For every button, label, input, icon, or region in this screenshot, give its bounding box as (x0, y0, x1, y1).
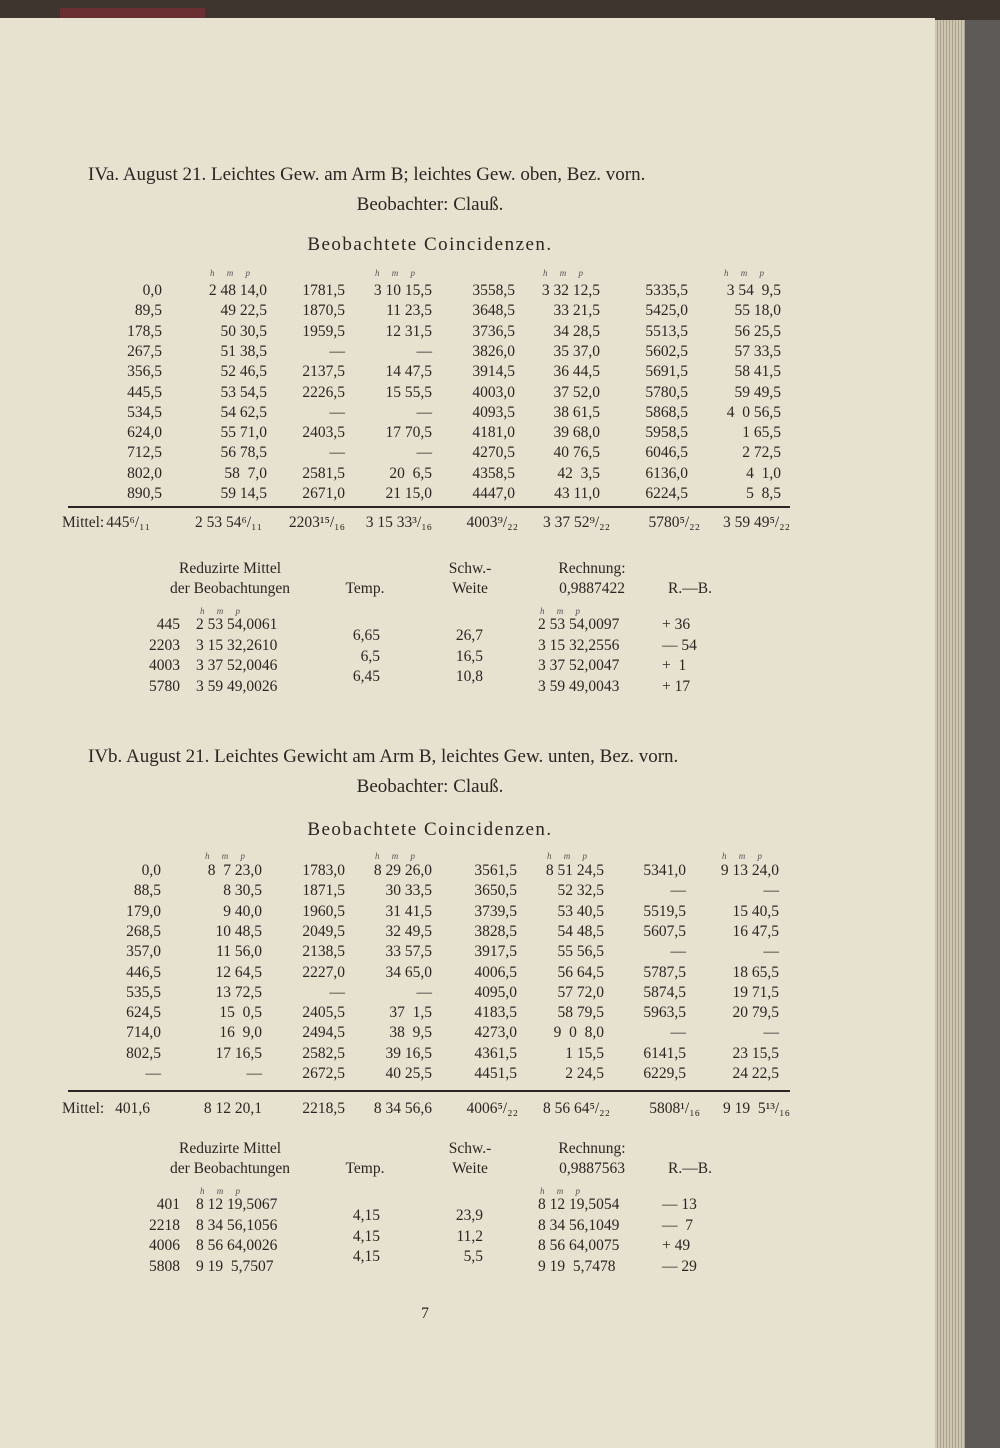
table-cell: 2227,0 (302, 963, 345, 981)
table-cell: 8 30,5 (223, 882, 262, 900)
mean-value: 2218,5 (302, 1100, 345, 1117)
calc-diff: — 29 (662, 1258, 697, 1276)
calc-diff: — 13 (662, 1196, 697, 1213)
table-cell: 14 47,5 (385, 363, 432, 381)
table-cell: 2226,5 (302, 383, 345, 401)
swing-width: 23,9 (455, 1207, 483, 1224)
table-cell: 53 54,5 (220, 383, 267, 401)
table-cell: 5963,5 (643, 1004, 686, 1022)
calc-value: 8 12 19,5054 (538, 1196, 620, 1213)
temperature: 4,15 (352, 1248, 380, 1266)
table-cell: 535,5 (126, 983, 161, 1001)
table-cell: 11 23,5 (386, 302, 432, 320)
table-cell: 445,5 (127, 383, 162, 401)
table-cell: — (763, 943, 779, 961)
table-cell: 4181,0 (472, 424, 515, 442)
table-cell: 15 0,5 (219, 1004, 262, 1022)
reduced-header: der Beobachtungen (169, 580, 291, 597)
swing-width: 26,7 (455, 627, 483, 644)
table-cell: 0,0 (141, 862, 161, 879)
table-cell: 3 54 9,5 (726, 282, 781, 299)
temperature: 4,15 (352, 1227, 380, 1245)
table-cell: 2137,5 (302, 363, 345, 381)
reduced-index: 5780 (149, 678, 180, 696)
table-cell: 3561,5 (474, 862, 517, 879)
table-cell: 8 51 24,5 (545, 862, 604, 879)
table-cell: 49 22,5 (220, 302, 267, 320)
mean-value: 4003⁹/₂₂ (466, 514, 518, 531)
table-cell: 17 70,5 (385, 424, 432, 442)
calc-value: 3 15 32,2556 (538, 636, 620, 654)
table-cell: — (763, 882, 779, 900)
temperature: 6,65 (352, 627, 380, 644)
table-cell: 57 72,0 (557, 983, 604, 1001)
table-cell: 2 72,5 (742, 444, 781, 462)
table-cell: 59 14,5 (220, 485, 267, 502)
table-cell: 5958,5 (645, 424, 688, 442)
table-cell: — (246, 1065, 262, 1082)
mean-label: Mittel: (62, 1100, 105, 1117)
table-rule (68, 1090, 790, 1092)
mean-value: 9 19 5¹³/₁₆ (722, 1100, 790, 1117)
reduced-index: 2218 (149, 1216, 180, 1234)
table-cell: 2403,5 (302, 424, 345, 442)
diff-header: R.—B. (668, 1160, 712, 1177)
table-cell: 36 44,5 (553, 363, 600, 381)
mean-value: 3 15 33³/₁₆ (365, 514, 432, 531)
table-cell: 6046,5 (645, 444, 688, 462)
table-cell: 55 71,0 (220, 424, 267, 442)
width-header: Schw.- (448, 560, 492, 577)
mean-value: 5808¹/₁₆ (649, 1100, 700, 1117)
table-cell: 58 79,5 (557, 1004, 604, 1022)
reduced-header: der Beobachtungen (169, 1160, 291, 1177)
calc-diff: + 1 (662, 657, 687, 675)
table-cell: 1 65,5 (742, 424, 781, 442)
table-cell: 4361,5 (474, 1044, 517, 1062)
table-cell: 55 56,5 (557, 943, 604, 961)
table-cell: 6141,5 (643, 1044, 686, 1062)
diff-header: R.—B. (668, 580, 712, 597)
table-cell: 56 78,5 (220, 444, 267, 462)
reduced-index: 445 (156, 616, 180, 633)
unit-marks: h m p (205, 851, 245, 861)
table-cell: 57 33,5 (734, 342, 781, 360)
table-cell: 30 33,5 (385, 882, 432, 900)
table-cell: 11 56,0 (216, 943, 262, 961)
reduced-mean: 8 12 19,5067 (196, 1196, 278, 1213)
table-cell: 12 31,5 (385, 322, 432, 340)
table-cell: 59 49,5 (734, 383, 781, 401)
table-cell: 3739,5 (474, 902, 517, 920)
calc-diff: — 54 (662, 636, 697, 654)
table-cell: 10 48,5 (215, 922, 262, 940)
table-cell: 54 48,5 (557, 922, 604, 940)
table-cell: 4093,5 (472, 403, 515, 421)
table-cell: 43 11,0 (554, 485, 600, 502)
table-cell: 23 15,5 (732, 1044, 779, 1062)
table-cell: 35 37,0 (553, 342, 600, 360)
table-cell: 534,5 (127, 403, 162, 421)
reduced-mean: 3 37 52,0046 (196, 657, 278, 675)
swing-width: 11,2 (456, 1227, 483, 1245)
table-cell: 1781,5 (302, 282, 345, 299)
table-cell: 37 1,5 (389, 1004, 432, 1022)
table-cell: 12 64,5 (215, 963, 262, 981)
observer-line: Beobachter: Clauß. (356, 194, 504, 215)
book-cover (965, 20, 1000, 1448)
table-cell: 5519,5 (643, 902, 686, 920)
calc-diff: — 7 (662, 1216, 693, 1234)
table-cell: 4006,5 (474, 963, 517, 981)
table-cell: 31 41,5 (385, 902, 432, 920)
unit-marks: h m p (724, 268, 764, 278)
table-cell: 52 46,5 (220, 363, 267, 381)
table-cell: 88,5 (133, 882, 161, 900)
table-cell: 624,5 (126, 1004, 161, 1022)
table-cell: 20 79,5 (732, 1004, 779, 1022)
reduced-index: 4006 (149, 1237, 180, 1255)
table-cell: 33 57,5 (385, 943, 432, 961)
table-cell: 24 22,5 (732, 1065, 779, 1082)
reduced-mean: 8 34 56,1056 (196, 1216, 278, 1234)
mean-value: 8 56 64⁵/₂₂ (542, 1100, 610, 1117)
table-cell: 89,5 (134, 302, 162, 320)
table-cell: 1783,0 (302, 862, 345, 879)
table-cell: 54 62,5 (220, 403, 267, 421)
table-cell: 4003,0 (472, 383, 515, 401)
temp-header: Temp. (345, 580, 385, 597)
reduced-index: 5808 (149, 1258, 180, 1276)
reduced-header: Reduzirte Mittel (178, 1140, 282, 1157)
table-cell: 267,5 (127, 342, 162, 360)
table-cell: 3650,5 (474, 882, 517, 900)
reduced-mean: 3 15 32,2610 (196, 636, 278, 654)
table-cell: 2 48 14,0 (208, 282, 267, 299)
table-cell: — (670, 882, 686, 900)
calc-value: 2 53 54,0097 (538, 616, 620, 633)
table-cell: 5513,5 (645, 322, 688, 340)
reduced-index: 401 (156, 1196, 180, 1213)
table-cell: 802,0 (127, 464, 162, 482)
reduced-index: 2203 (149, 636, 180, 654)
table-cell: 624,0 (127, 424, 162, 442)
table-cell: 802,5 (126, 1044, 161, 1062)
table-cell: 2 24,5 (565, 1065, 604, 1082)
table-cell: 42 3,5 (557, 464, 600, 482)
reduced-mean: 3 59 49,0026 (196, 678, 278, 696)
table-cell: 5 8,5 (746, 485, 781, 502)
table-cell: 1871,5 (302, 882, 345, 900)
table-cell: 51 38,5 (220, 342, 267, 360)
table-cell: 9 0 8,0 (553, 1024, 604, 1042)
table-cell: 6229,5 (643, 1065, 686, 1082)
reduced-mean: 8 56 64,0026 (196, 1237, 278, 1255)
table-subtitle: Beobachtete Coincidenzen. (307, 819, 553, 840)
section-title: IVb. August 21. Leichtes Gewicht am Arm B, leichtes Gew. unten, Bez. vorn. (88, 746, 679, 767)
width-header: Weite (452, 1160, 488, 1177)
table-cell: 5335,5 (645, 282, 688, 299)
unit-marks: h m p (547, 851, 587, 861)
mean-value: 4006⁵/₂₂ (466, 1100, 518, 1117)
mean-value: 3 59 49⁵/₂₂ (722, 514, 790, 531)
table-cell: — (145, 1065, 161, 1082)
calc-diff: + 49 (662, 1237, 691, 1255)
table-cell: — (670, 1024, 686, 1042)
table-cell: 16 9,0 (219, 1024, 262, 1042)
mean-value: 5780⁵/₂₂ (648, 514, 700, 531)
mean-value: 8 34 56,6 (373, 1100, 432, 1117)
table-cell: 4358,5 (472, 464, 515, 482)
calc-header: Rechnung: (558, 560, 626, 577)
table-cell: 446,5 (126, 963, 161, 981)
table-cell: — (329, 983, 345, 1001)
mean-value: 8 12 20,1 (203, 1100, 262, 1117)
table-cell: 4273,0 (474, 1024, 517, 1042)
table-cell: 58 7,0 (224, 464, 267, 482)
table-cell: 357,0 (126, 943, 161, 961)
table-cell: 5691,5 (645, 363, 688, 381)
width-header: Schw.- (448, 1140, 492, 1157)
table-cell: 58 41,5 (734, 363, 781, 381)
table-cell: 2138,5 (302, 943, 345, 961)
section-title: IVa. August 21. Leichtes Gew. am Arm B; leichtes Gew. oben, Bez. vorn. (88, 164, 646, 185)
table-cell: 1 15,5 (565, 1044, 604, 1062)
table-cell: 56 25,5 (734, 322, 781, 340)
mean-value: 3 37 52⁹/₂₂ (542, 514, 610, 531)
table-cell: 55 18,0 (734, 302, 781, 320)
table-cell: 20 6,5 (389, 464, 432, 482)
unit-marks: h m p (200, 606, 240, 616)
table-cell: 8 29 26,0 (373, 862, 432, 879)
table-cell: 178,5 (127, 322, 162, 340)
table-cell: 3917,5 (474, 943, 517, 961)
calc-diff: + 36 (662, 616, 691, 633)
table-cell: 9 13 24,0 (720, 862, 779, 879)
table-cell: 6224,5 (645, 485, 688, 502)
reduced-mean: 2 53 54,0061 (196, 616, 278, 633)
table-cell: 3914,5 (472, 363, 515, 381)
table-subtitle: Beobachtete Coincidenzen. (307, 234, 553, 255)
table-cell: 18 65,5 (732, 963, 779, 981)
table-cell: 4270,5 (472, 444, 515, 462)
table-cell: 37 52,0 (553, 383, 600, 401)
table-cell: 2672,5 (302, 1065, 345, 1082)
mean-value: 2 53 54⁶/₁₁ (194, 514, 262, 531)
page-number: 7 (421, 1305, 429, 1322)
calc-diff: + 17 (662, 678, 691, 696)
calc-value: 3 37 52,0047 (538, 657, 620, 675)
table-cell: 2582,5 (302, 1044, 345, 1062)
table-cell: 3736,5 (472, 322, 515, 340)
table-cell: 5780,5 (645, 383, 688, 401)
mean-label: Mittel: (62, 514, 105, 531)
table-cell: 4 0 56,5 (726, 403, 781, 421)
table-cell: 38 61,5 (553, 403, 600, 421)
table-cell: 3558,5 (472, 282, 515, 299)
page-edges (935, 20, 965, 1448)
table-cell: — (329, 342, 345, 360)
mean-value: 445⁶/₁₁ (106, 514, 150, 531)
unit-marks: h m p (375, 268, 415, 278)
table-cell: — (329, 403, 345, 421)
width-header: Weite (452, 580, 488, 597)
table-cell: 3826,0 (472, 342, 515, 360)
table-cell: 3648,5 (472, 302, 515, 320)
temperature: 6,45 (352, 668, 380, 686)
table-cell: 3 10 15,5 (373, 282, 432, 299)
table-cell: — (416, 983, 432, 1001)
table-cell: 2494,5 (302, 1024, 345, 1042)
unit-marks: h m p (375, 851, 415, 861)
table-cell: 39 16,5 (385, 1044, 432, 1062)
reduced-mean: 9 19 5,7507 (196, 1258, 274, 1276)
table-cell: 16 47,5 (732, 922, 779, 940)
swing-width: 5,5 (463, 1248, 483, 1266)
table-cell: 8 7 23,0 (207, 862, 262, 879)
reduced-index: 4003 (149, 657, 180, 675)
table-rule (68, 506, 790, 508)
table-cell: 5874,5 (643, 983, 686, 1001)
table-cell: 714,0 (126, 1024, 161, 1042)
table-cell: 38 9,5 (389, 1024, 432, 1042)
unit-marks: h m p (200, 1186, 240, 1196)
table-cell: 4 1,0 (746, 464, 781, 482)
table-cell: 4447,0 (472, 485, 515, 502)
table-cell: 5607,5 (643, 922, 686, 940)
table-cell: 4183,5 (474, 1004, 517, 1022)
table-cell: 3 32 12,5 (541, 282, 600, 299)
calc-value: 9 19 5,7478 (538, 1258, 616, 1276)
temperature: 4,15 (352, 1207, 380, 1224)
table-cell: 4095,0 (474, 983, 517, 1001)
table-cell: 1960,5 (302, 902, 345, 920)
table-cell: 56 64,5 (557, 963, 604, 981)
unit-marks: h m p (543, 268, 583, 278)
temperature: 6,5 (360, 647, 380, 665)
table-cell: 0,0 (142, 282, 162, 299)
calc-factor: 0,9887563 (559, 1160, 625, 1177)
table-cell: 2581,5 (302, 464, 345, 482)
calc-factor: 0,9887422 (559, 580, 625, 597)
table-cell: 13 72,5 (215, 983, 262, 1001)
table-cell: 890,5 (127, 485, 162, 502)
table-cell: — (416, 342, 432, 360)
table-cell: 3828,5 (474, 922, 517, 940)
table-cell: 34 28,5 (553, 322, 600, 340)
unit-marks: h m p (210, 268, 250, 278)
table-cell: 1870,5 (302, 302, 345, 320)
swing-width: 10,8 (455, 668, 483, 686)
table-cell: 2049,5 (302, 922, 345, 940)
table-cell: 356,5 (127, 363, 162, 381)
table-cell: 5787,5 (643, 963, 686, 981)
calc-value: 8 34 56,1049 (538, 1216, 620, 1234)
table-cell: 19 71,5 (732, 983, 779, 1001)
mean-value: 401,6 (115, 1100, 150, 1117)
table-cell: 53 40,5 (557, 902, 604, 920)
table-cell: 50 30,5 (220, 322, 267, 340)
table-cell: 5341,0 (643, 862, 686, 879)
table-cell: 5425,0 (645, 302, 688, 320)
unit-marks: h m p (722, 851, 762, 861)
table-cell: 32 49,5 (385, 922, 432, 940)
table-cell: 9 40,0 (223, 902, 262, 920)
table-cell: 34 65,0 (385, 963, 432, 981)
table-cell: — (763, 1024, 779, 1042)
table-cell: — (670, 943, 686, 961)
table-cell: 15 40,5 (732, 902, 779, 920)
table-cell: 21 15,0 (385, 485, 432, 502)
calc-header: Rechnung: (558, 1140, 626, 1157)
table-cell: 17 16,5 (215, 1044, 262, 1062)
table-cell: 712,5 (127, 444, 162, 462)
table-cell: 179,0 (126, 902, 161, 920)
unit-marks: h m p (540, 1186, 580, 1196)
observer-line: Beobachter: Clauß. (356, 776, 504, 797)
table-cell: 40 76,5 (553, 444, 600, 462)
table-cell: 5868,5 (645, 403, 688, 421)
table-cell: — (329, 444, 345, 462)
table-cell: 52 32,5 (557, 882, 604, 900)
table-cell: 268,5 (126, 922, 161, 940)
table-cell: 2671,0 (302, 485, 345, 502)
table-cell: 4451,5 (474, 1065, 517, 1082)
table-cell: 6136,0 (645, 464, 688, 482)
temp-header: Temp. (345, 1160, 385, 1177)
table-cell: 2405,5 (302, 1004, 345, 1022)
table-cell: 15 55,5 (385, 383, 432, 401)
table-cell: 1959,5 (302, 322, 345, 340)
unit-marks: h m p (540, 606, 580, 616)
table-cell: 39 68,0 (553, 424, 600, 442)
calc-value: 8 56 64,0075 (538, 1237, 620, 1255)
table-cell: 5602,5 (645, 342, 688, 360)
table-cell: 40 25,5 (385, 1065, 432, 1082)
calc-value: 3 59 49,0043 (538, 678, 620, 696)
mean-value: 2203¹⁵/₁₆ (288, 514, 345, 531)
swing-width: 16,5 (455, 647, 483, 665)
table-cell: — (416, 403, 432, 421)
reduced-header: Reduzirte Mittel (178, 560, 282, 577)
table-cell: — (416, 444, 432, 462)
table-cell: 33 21,5 (553, 302, 600, 320)
